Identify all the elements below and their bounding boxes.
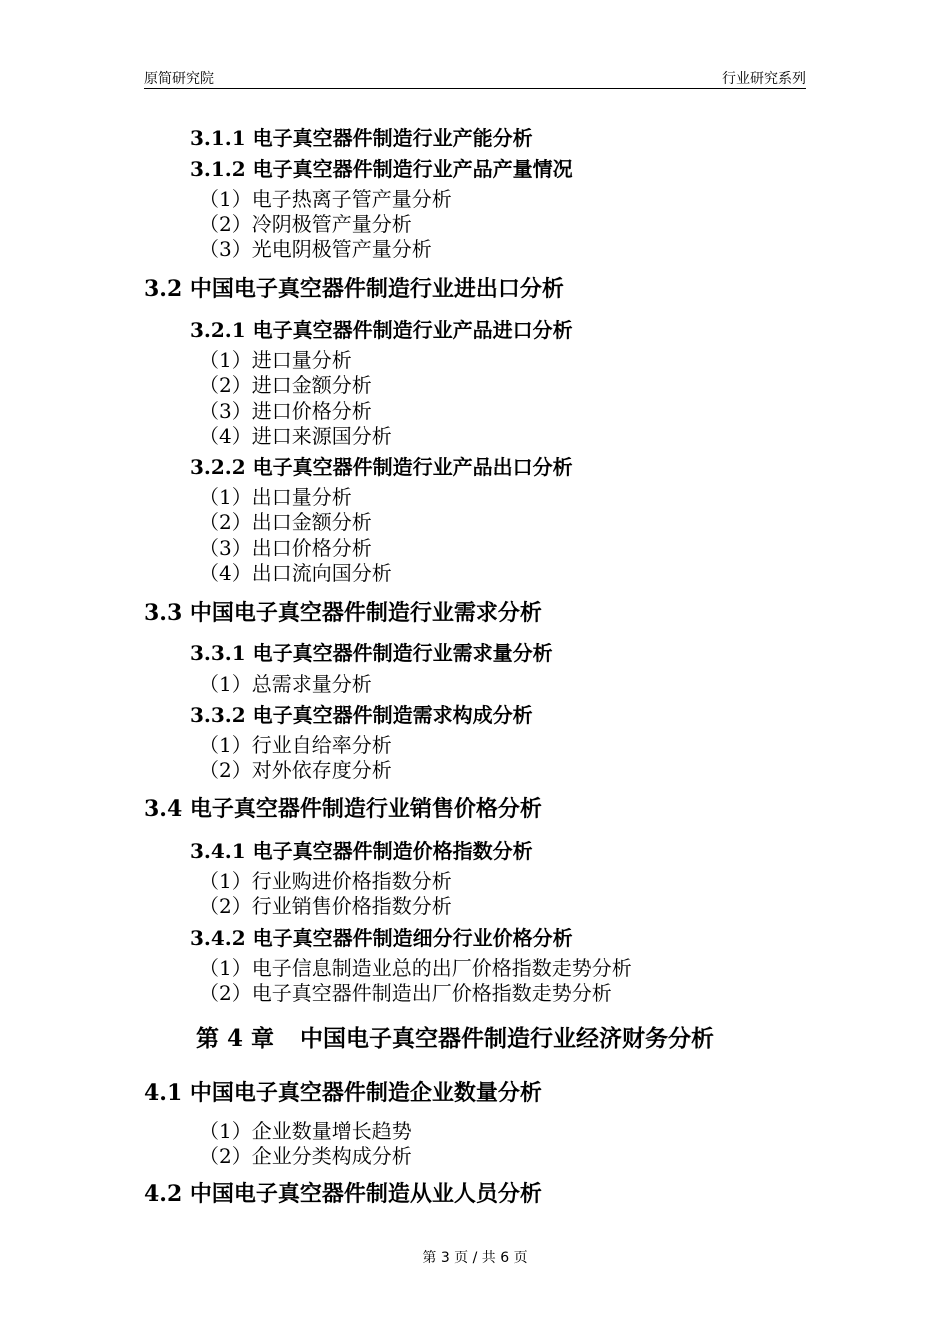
toc-subsection-3-1-2: 3.1.2 电子真空器件制造行业产品产量情况 (190, 157, 573, 181)
toc-item: （1）电子信息制造业总的出厂价格指数走势分析 (199, 956, 632, 980)
toc-item: （2）出口金额分析 (199, 510, 372, 534)
toc-item: （1）总需求量分析 (199, 672, 372, 696)
toc-subsection-3-2-2: 3.2.2 电子真空器件制造行业产品出口分析 (190, 455, 573, 479)
toc-item: （1）行业自给率分析 (199, 733, 392, 757)
toc-item: （2）冷阴极管产量分析 (199, 212, 412, 236)
toc-section-3-2: 3.2 中国电子真空器件制造行业进出口分析 (144, 276, 564, 302)
toc-subsection-3-3-2: 3.3.2 电子真空器件制造需求构成分析 (190, 703, 533, 727)
chapter-title: 中国电子真空器件制造行业经济财务分析 (300, 1025, 715, 1052)
toc-item: （1）出口量分析 (199, 485, 352, 509)
toc-chapter-4 (196, 1027, 714, 1050)
toc-item: （2）进口金额分析 (199, 373, 372, 397)
toc-item: （3）进口价格分析 (199, 399, 372, 423)
toc-section-4-1: 4.1 中国电子真空器件制造企业数量分析 (144, 1080, 542, 1106)
toc-subsection-3-4-2: 3.4.2 电子真空器件制造细分行业价格分析 (190, 926, 573, 950)
toc-item: （1）进口量分析 (199, 348, 352, 372)
toc-item: （2）电子真空器件制造出厂价格指数走势分析 (199, 981, 612, 1005)
page-header (144, 66, 806, 89)
toc-item: （1）电子热离子管产量分析 (199, 187, 452, 211)
toc-item: （4）进口来源国分析 (199, 424, 392, 448)
toc-subsection-3-4-1: 3.4.1 电子真空器件制造价格指数分析 (190, 839, 533, 863)
toc-item: （2）对外依存度分析 (199, 758, 392, 782)
toc-section-4-2: 4.2 中国电子真空器件制造从业人员分析 (144, 1181, 542, 1207)
toc-subsection-3-1-1: 3.1.1 电子真空器件制造行业产能分析 (190, 126, 533, 150)
toc-item: （1）企业数量增长趋势 (199, 1119, 412, 1143)
toc-item: （2）企业分类构成分析 (199, 1144, 412, 1168)
toc-item: （1）行业购进价格指数分析 (199, 869, 452, 893)
toc-item: （3）出口价格分析 (199, 536, 372, 560)
toc-subsection-3-2-1: 3.2.1 电子真空器件制造行业产品进口分析 (190, 318, 573, 342)
toc-section-3-4: 3.4 电子真空器件制造行业销售价格分析 (144, 796, 542, 822)
chapter-number: 第 4 章 (196, 1025, 275, 1052)
toc-item: （3）光电阴极管产量分析 (199, 237, 432, 261)
header-series-name: 行业研究系列 (722, 71, 806, 87)
toc-section-3-3: 3.3 中国电子真空器件制造行业需求分析 (144, 600, 542, 626)
page-number: 第 3 页 / 共 6 页 (422, 1250, 528, 1266)
toc-subsection-3-3-1: 3.3.1 电子真空器件制造行业需求量分析 (190, 641, 553, 665)
header-org-name: 原简研究院 (144, 71, 214, 87)
toc-item: （2）行业销售价格指数分析 (199, 894, 452, 918)
toc-item: （4）出口流向国分析 (199, 561, 392, 585)
